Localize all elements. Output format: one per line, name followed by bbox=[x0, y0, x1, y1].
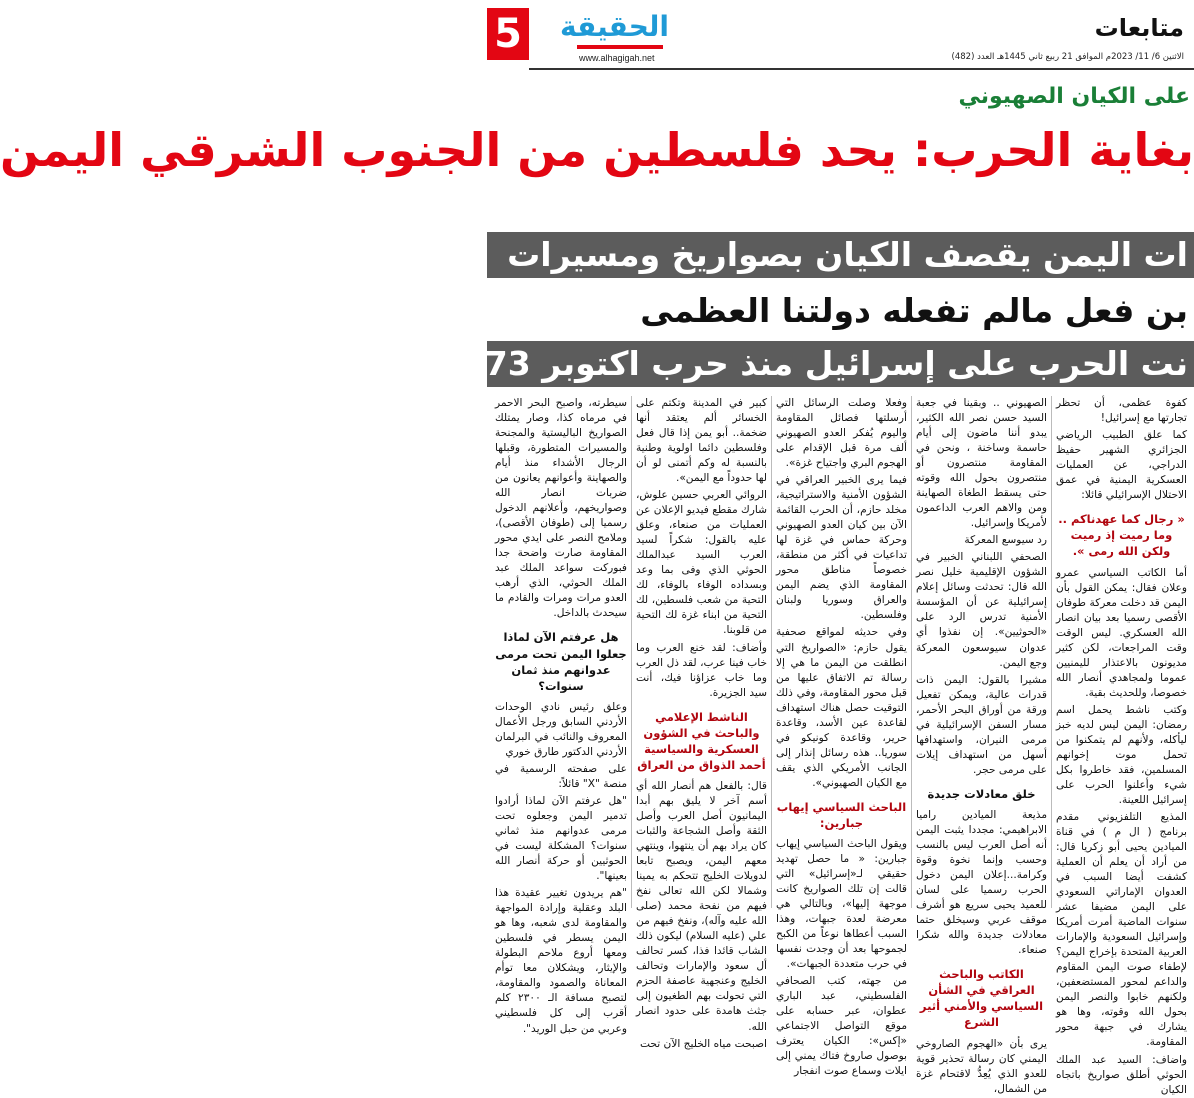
article-paragraph: واضاف: السيد عبد الملك الحوثي أطلق صواريخ باتجاه الكيان bbox=[1056, 1053, 1187, 1096]
article-column bbox=[631, 396, 771, 1050]
article-subheading: « رجال كما عهدناكم .. وما رميت إذ رميت ولكن الله رمى ». bbox=[1058, 512, 1185, 559]
article-paragraph: كفوة عظمى، أن تحظر تجارتها مع إسرائيل! bbox=[1056, 397, 1187, 425]
article-paragraph: الروائي العربي حسين علوش، شارك مقطع فيديو الإعلان عن العمليات من صنعاء، وعلق عليه بالقول: شكراً لسيد العرب السيد عبدالملك الحوثي الذي وفى بما وعد وبسداده الوفاء بالوفاء، لك التحية من شعب فلسطين، لك التحية من ابناء غزة لك التحية من قلوبنا. bbox=[636, 489, 767, 637]
article-paragraph: الصحفي اللبناني الخبير في الشؤون الإقليمية خليل نصر الله قال: تحدثت وسائل إعلام إسرائيلية عن أن المؤسسة الأمنية تدرس الرد على «الحوثيين». إن نفذوا أي عدوان سيوسعون المعركة وجع اليمن. bbox=[916, 551, 1047, 669]
article-paragraph: وعلق رئيس نادي الوحدات الأردني السابق ورجل الأعمال المعروف والنائب في البرلمان الأردني الدكتور طارق خوري bbox=[495, 700, 627, 758]
article-subheading: الكاتب والباحث العراقي في الشأن السياسي والأمني أثير الشرع bbox=[919, 967, 1044, 1030]
article-paragraph: فيما يرى الخبير العراقي في الشؤون الأمنية والاستراتيجية، مخلد حازم، أن الحرب القائمة الآن بين كيان العدو الصهيوني وحركة حماس في غزة لها تداعيات في أكثر من منطقة، خصوصاً مناطق محور المقاومة الذي يضم اليمن والعراق وسوريا ولبنان وفلسطين. bbox=[776, 474, 907, 622]
article-paragraph: من جهته، كتب الصحافي الفلسطيني، عبد الباري عطوان، عبر حسابه على موقع التواصل الاجتماعي «إكس»: الكيان يعترف بوصول صاروخ فتاك يمني إلى ايلات وسماع صوت انفجار bbox=[776, 975, 907, 1078]
article-paragraph: رد سيوسع المعركة bbox=[964, 534, 1047, 547]
article-paragraph: على صفحته الرسمية في منصة "X" قائلاً: bbox=[495, 762, 627, 790]
article-paragraph: سيطرته، واصبح البحر الاحمر في مرماه كذا، وصار يمتلك الصواريخ الباليستية والمجنحة والمسيرات المتطورة، وقبلها الرجال الأشداء منذ أيام والصهاينة وأعوانهم يعانون من ضربات انصار الله وصواريخهم، وأعلانهم الدخول رسميا إلى (طوفان الأقصى)، وملامح النصر على ايدي محور المقاومة صارت واضحة جدا فبوركت سواعد الملك عبد الملك الحوثي، الذي أرهب العدو مرات ومرات والقادم ما سيحدث بالداخل. bbox=[495, 397, 627, 620]
article-column bbox=[491, 396, 631, 1035]
article-paragraph: "هم يريدون تغيير عقيدة هذا البلد وعقلية وإرادة المواجهة والمقاومة لدى شعبه، وها هو اليمن يسطر في فلسطين ومعها أروع ملاحم البطولة والإيثار، ويشكلان معا توأم المعاناة والصمود والمقاومة، لتصبح مسافة الـ ٢٣٠٠ كلم أقرب إلى كل فلسطيني وعربي من حبل الوريد". bbox=[495, 887, 628, 1035]
article-paragraph: "هل عرفتم الآن لماذا أرادوا تدمير اليمن وجعلوه تحت مرمى عدوانهم منذ ثماني سنوات؟ المشكلة ليست في الحوثيين أو حركة أنصار الله بعينها". bbox=[495, 795, 627, 883]
headline-kicker: على الكيان الصهيوني bbox=[958, 84, 1190, 109]
article-paragraph: المذيع التلفزيوني مقدم برنامج ( ال م ) في قناة الميادين يحيى أبو زكريا قال: من أراد أن يعلم أن العملية كشفت أيضا السبب في العدوان الإماراتي السعودي على اليمن مضيفا عشر سنوات الماضية أمرت أمريكا وإسرائيل السعودية والإمارات العربية المتحدة بإخراج اليمن؟ لإطفاء صوت اليمن المقاوم والداعم لمحور المستضعفين، ولكنهم خابوا والنصر اليمن بحول الله وقوته، وها هو يشارك في جبهة محور المقاومة. bbox=[1056, 811, 1187, 1049]
article-column bbox=[1051, 396, 1191, 1096]
article-columns bbox=[491, 396, 1191, 1096]
article-paragraph: وفي حديثه لمواقع صحفية يقول حازم: «الصواريخ التي انطلقت من اليمن ما هي إلا رسالة تم الاتفاق عليها من قبل محور المقاومة، وفي ذلك التوقيت حصل هناك استهداف لقاعدة عين الأسد، وقاعدة حرير، وقاعدة كونيكو في سوريا.. هذه رسائل إنذار إلى الجانب الأمريكي الذي يقف مع الكيان الصهيوني». bbox=[776, 626, 907, 789]
article-subheading: هل عرفتم الآن لماذا جعلوا اليمن تحت مرمى عدوانهم منذ ثمان سنوات؟ bbox=[495, 630, 627, 693]
article-paragraph: كما علق الطبيب الرياضي الجزائري الشهير حفيظ الدراجي، عن العمليات العسكرية اليمنية في عمق الاحتلال الإسرائيلي قائلا: bbox=[1056, 429, 1187, 502]
article-subheading: خلق معادلات جديدة bbox=[927, 786, 1036, 801]
article-subheading: الباحث السياسي إيهاب جبارين: bbox=[776, 799, 907, 830]
page-header bbox=[487, 0, 1194, 70]
article-subheading: الناشط الإعلامي والباحث في الشؤون العسكرية والسياسية أحمد الذواق من العراق bbox=[637, 709, 766, 772]
article-paragraph: مشيرا بالقول: اليمن ذات قدرات عالية، ويمكن تفعيل ورقة من أوراق البحر الأحمر، مسار السفن الإسرائيلية في مرمى النيران، واستهدافها أسهل من استهداف إيلات على مرمى حجر. bbox=[916, 673, 1047, 776]
article-paragraph: كبير في المدينة وتكتم على الخسائر ألم يعتقد أنها ضخمة.. أبو يمن إذا قال فعل وفلسطين دائما اولوية وطنية بالنسبة له وكم أتمنى لو أن لها حدوداً مع اليمن». bbox=[636, 397, 767, 485]
article-paragraph: ويقول الباحث السياسي إيهاب جبارين: « ما حصل تهديد حقيقي لـ«إسرائيل» التي قالت إن تلك الصواريخ كانت موجهة إليها»، وبالتالي هي معرضة لعدة جبهات، وهذا السبب أعطاها نوعاً من الكبح لجموحها بعد أن وجدت نفسها في حرب متعددة الجبهات». bbox=[776, 838, 907, 971]
website-link[interactable]: www.alhagigah.net bbox=[579, 53, 655, 63]
article-paragraph: وفعلا وصلت الرسائل التي أرسلتها فصائل المقاومة واليوم يُفكر العدو الصهيوني ألف مرة قبل الإقدام على الهجوم البري واجتياح غزة». bbox=[776, 397, 907, 470]
article-column bbox=[771, 396, 911, 1078]
headline-band-2: بن فعل مالم تفعله دولتنا العظمى bbox=[487, 288, 1194, 334]
headline-band-3: نت الحرب على إسرائيل منذ حرب اكتوبر 1973. bbox=[487, 341, 1194, 387]
headline-band-1: ات اليمن يقصف الكيان بصواريخ ومسيرات bbox=[487, 232, 1194, 278]
article-paragraph: قال: بالفعل هم أنصار الله أي أسم آخر لا يليق بهم أبدا اليمانيون أصل العرب وأصل الثقة وأصل الشجاعة والثبات كان يراد بهم أن ينتهوا، وينتهي معهم اليمن، ويصبح تابعا لدويلات الخليج تتحكم به يمينا وشمالا لكن الله تعالى نفخ فيهم من نفحة محمد (صلى الله عليه وآله)، ونفخ فيهم من علي (عليه السلام) ليكون ذلك الشاب قائدا فذا، كسر تحالف أل سعود والإمارات وتحالف الخليج وعنجهية عاصفة الحزم التي تحولت بهم الطغيون إلى جثث هامدة على حدود انصار الله. bbox=[636, 780, 767, 1033]
logo-underline bbox=[577, 45, 663, 49]
issue-dateline: الاثنين 6/ 11/ 2023م الموافق 21 ربيع ثاني 1445هـ العدد (482) bbox=[951, 52, 1184, 62]
article-paragraph: أما الكاتب السياسي عمرو وعلان فقال: يمكن القول بأن اليمن قد دخلت معركة طوفان الأقصى رسميا بعد بيان انصار الله العسكري. ليس الوقت وقت المراجعات، لكن كثير مديونون بالاعتذار لليمنيين عموما ولمجاهدي أنصار الله خصوصا، وللحديث بقية. bbox=[1056, 566, 1187, 699]
article-paragraph: وكتب ناشط يحمل اسم رمضان: اليمن ليس لديه خبز ليأكله، ولأنهم لم يتمكنوا من تحمل موت إخوانهم المسلمين، فقد خاطروا بكل شيء وأعلنوا الحرب على إسرائيل اللعينة. bbox=[1056, 703, 1187, 806]
newspaper-logo[interactable]: الحقيقة bbox=[559, 10, 669, 43]
article-paragraph: الصهيوني .. وبقينا في جعبة السيد حسن نصر الله الكثير، يبدو أننا ماضون إلى أيام حاسمة وساخنة ، ونحن في المقاومة منتصرون أو منتصرون بحول الله وقوته حتى يسقط الطغاة الصهاينة ومن والاهم العرب الداعمون لأمريكا وإسرائيل. bbox=[916, 397, 1047, 530]
header-divider bbox=[529, 68, 1194, 70]
main-headline: بغاية الحرب: يحد فلسطين من الجنوب الشرقي اليمن bbox=[0, 123, 1194, 177]
article-paragraph: وأضاف: لقد خنع العرب وما خاب فينا عرب، لقد ذل العرب وما خاب عزاؤنا فيك، أنت سيد الجزيرة. bbox=[636, 641, 767, 699]
article-paragraph: يرى بأن «الهجوم الصاروخي اليمني كان رسالة تحذير قوية للعدو الذي يُعِدُّ لاقتحام غزة من الشمال، bbox=[916, 1037, 1047, 1095]
article-paragraph: مذيعة الميادين راميا الابراهيمي: مجددا يثبت اليمن أنه أصل العرب ليس بالنسب وحسب وإنما نخوة وقوة وكرامة...إعلان اليمن دخول الحرب رسميا على لسان للعميد يحيى سريع هو أشرف موقف عربي وسيخلق حتما معادلات جديدة والله شكرا صنعاء. bbox=[916, 808, 1047, 957]
article-paragraph: اصبحت مياه الخليج الآن تحت bbox=[639, 1037, 767, 1050]
page-number: 5 bbox=[487, 8, 529, 60]
section-title: متابعات bbox=[1094, 14, 1184, 42]
article-column bbox=[911, 396, 1051, 1095]
